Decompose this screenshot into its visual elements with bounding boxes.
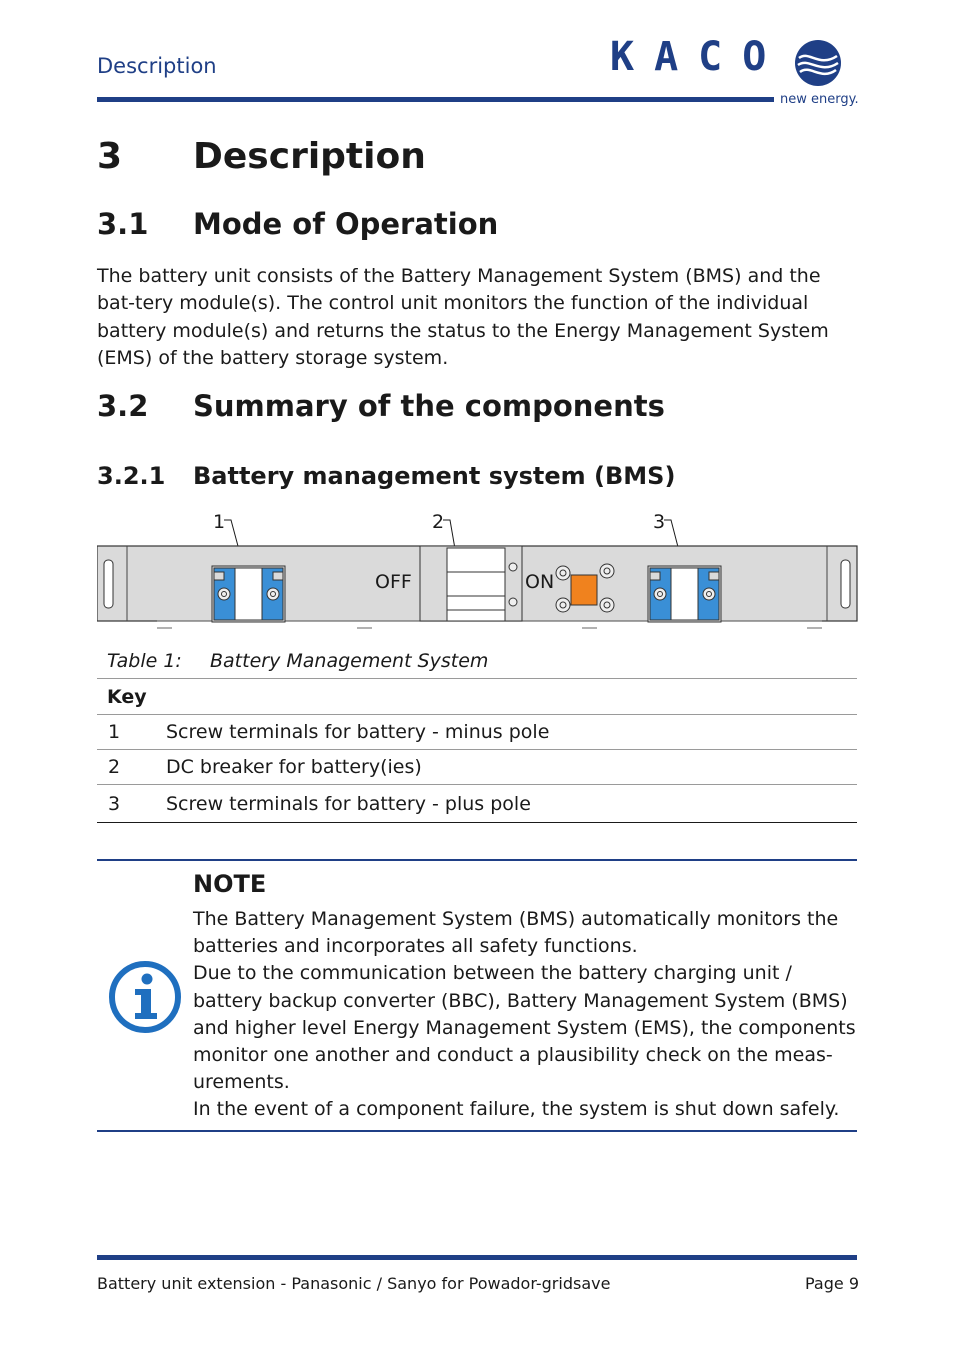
running-header-section: Description bbox=[97, 54, 217, 78]
row-text: Screw terminals for battery - plus pole bbox=[166, 785, 857, 823]
chapter-heading bbox=[97, 136, 426, 177]
note-line: The Battery Management System (BMS) automatically monitors the bbox=[193, 908, 839, 930]
status-button bbox=[571, 575, 597, 605]
note-line: monitor one another and conduct a plausibility check on the meas- bbox=[193, 1044, 833, 1067]
note-line: batteries and incorporates all safety functions. bbox=[193, 935, 638, 958]
row-number: 3 bbox=[97, 785, 166, 823]
subsection-heading-3-2-1 bbox=[97, 462, 675, 490]
mode-of-operation-paragraph: The battery unit consists of the Battery Management System (BMS) and the bat-tery module(s). The control unit monitors the function of the individual battery module(s) and returns the status to the Energy Management System (EMS) of the battery storage system. bbox=[97, 265, 829, 369]
note-line: In the event of a component failure, the system is shut down safely. bbox=[193, 1098, 840, 1121]
table-caption-label: Table 1: bbox=[107, 650, 182, 672]
bms-front-panel-figure bbox=[97, 508, 859, 633]
brand-logo-text: KACO bbox=[610, 34, 787, 80]
key-table bbox=[97, 678, 857, 823]
row-text: Screw terminals for battery - minus pole bbox=[166, 715, 857, 750]
on-label: ON bbox=[525, 571, 555, 593]
row-text: DC breaker for battery(ies) bbox=[166, 750, 857, 785]
note-title: NOTE bbox=[193, 870, 267, 898]
chapter-number: 3 bbox=[97, 136, 123, 177]
section-heading-3-1 bbox=[97, 207, 498, 241]
section-number: 3.1 bbox=[97, 207, 149, 241]
minus-terminal-block bbox=[212, 566, 285, 622]
section-title: Summary of the components bbox=[193, 389, 665, 423]
callout-2: 2 bbox=[432, 511, 445, 533]
plus-terminal-block bbox=[648, 566, 721, 622]
subsection-number: 3.2.1 bbox=[97, 462, 166, 490]
section-number: 3.2 bbox=[97, 389, 149, 423]
section-title: Mode of Operation bbox=[193, 207, 499, 241]
table-row bbox=[97, 785, 857, 823]
table-caption-title: Battery Management System bbox=[210, 650, 489, 672]
footer-document-title: Battery unit extension - Panasonic / Sanyo for Powador-gridsave bbox=[97, 1274, 611, 1293]
callout-1: 1 bbox=[213, 511, 226, 533]
info-icon bbox=[108, 960, 182, 1034]
table-row bbox=[97, 750, 857, 785]
table-caption bbox=[107, 650, 488, 672]
note-top-rule bbox=[97, 859, 857, 861]
footer-rule bbox=[97, 1255, 857, 1260]
brand-tagline: new energy. bbox=[780, 92, 859, 107]
row-number: 2 bbox=[97, 750, 166, 785]
header-rule bbox=[97, 97, 774, 102]
note-line: Due to the communication between the battery charging unit / bbox=[193, 962, 792, 985]
table-row bbox=[97, 715, 857, 750]
note-line: urements. bbox=[193, 1071, 290, 1094]
row-number: 1 bbox=[97, 715, 166, 750]
table-header: Key bbox=[97, 679, 857, 715]
note-body bbox=[193, 906, 859, 1124]
brand-logo-icon bbox=[793, 38, 843, 88]
footer-page-number: Page 9 bbox=[805, 1274, 859, 1293]
callout-3: 3 bbox=[653, 511, 666, 533]
chapter-title: Description bbox=[193, 136, 426, 177]
note-line: battery backup converter (BBC), Battery Management System (BMS) bbox=[193, 989, 848, 1012]
note-bottom-rule bbox=[97, 1130, 857, 1132]
section-heading-3-2 bbox=[97, 389, 665, 423]
off-label: OFF bbox=[375, 571, 412, 593]
subsection-title: Battery management system (BMS) bbox=[193, 462, 676, 490]
note-line: and higher level Energy Management System (EMS), the components bbox=[193, 1016, 856, 1039]
